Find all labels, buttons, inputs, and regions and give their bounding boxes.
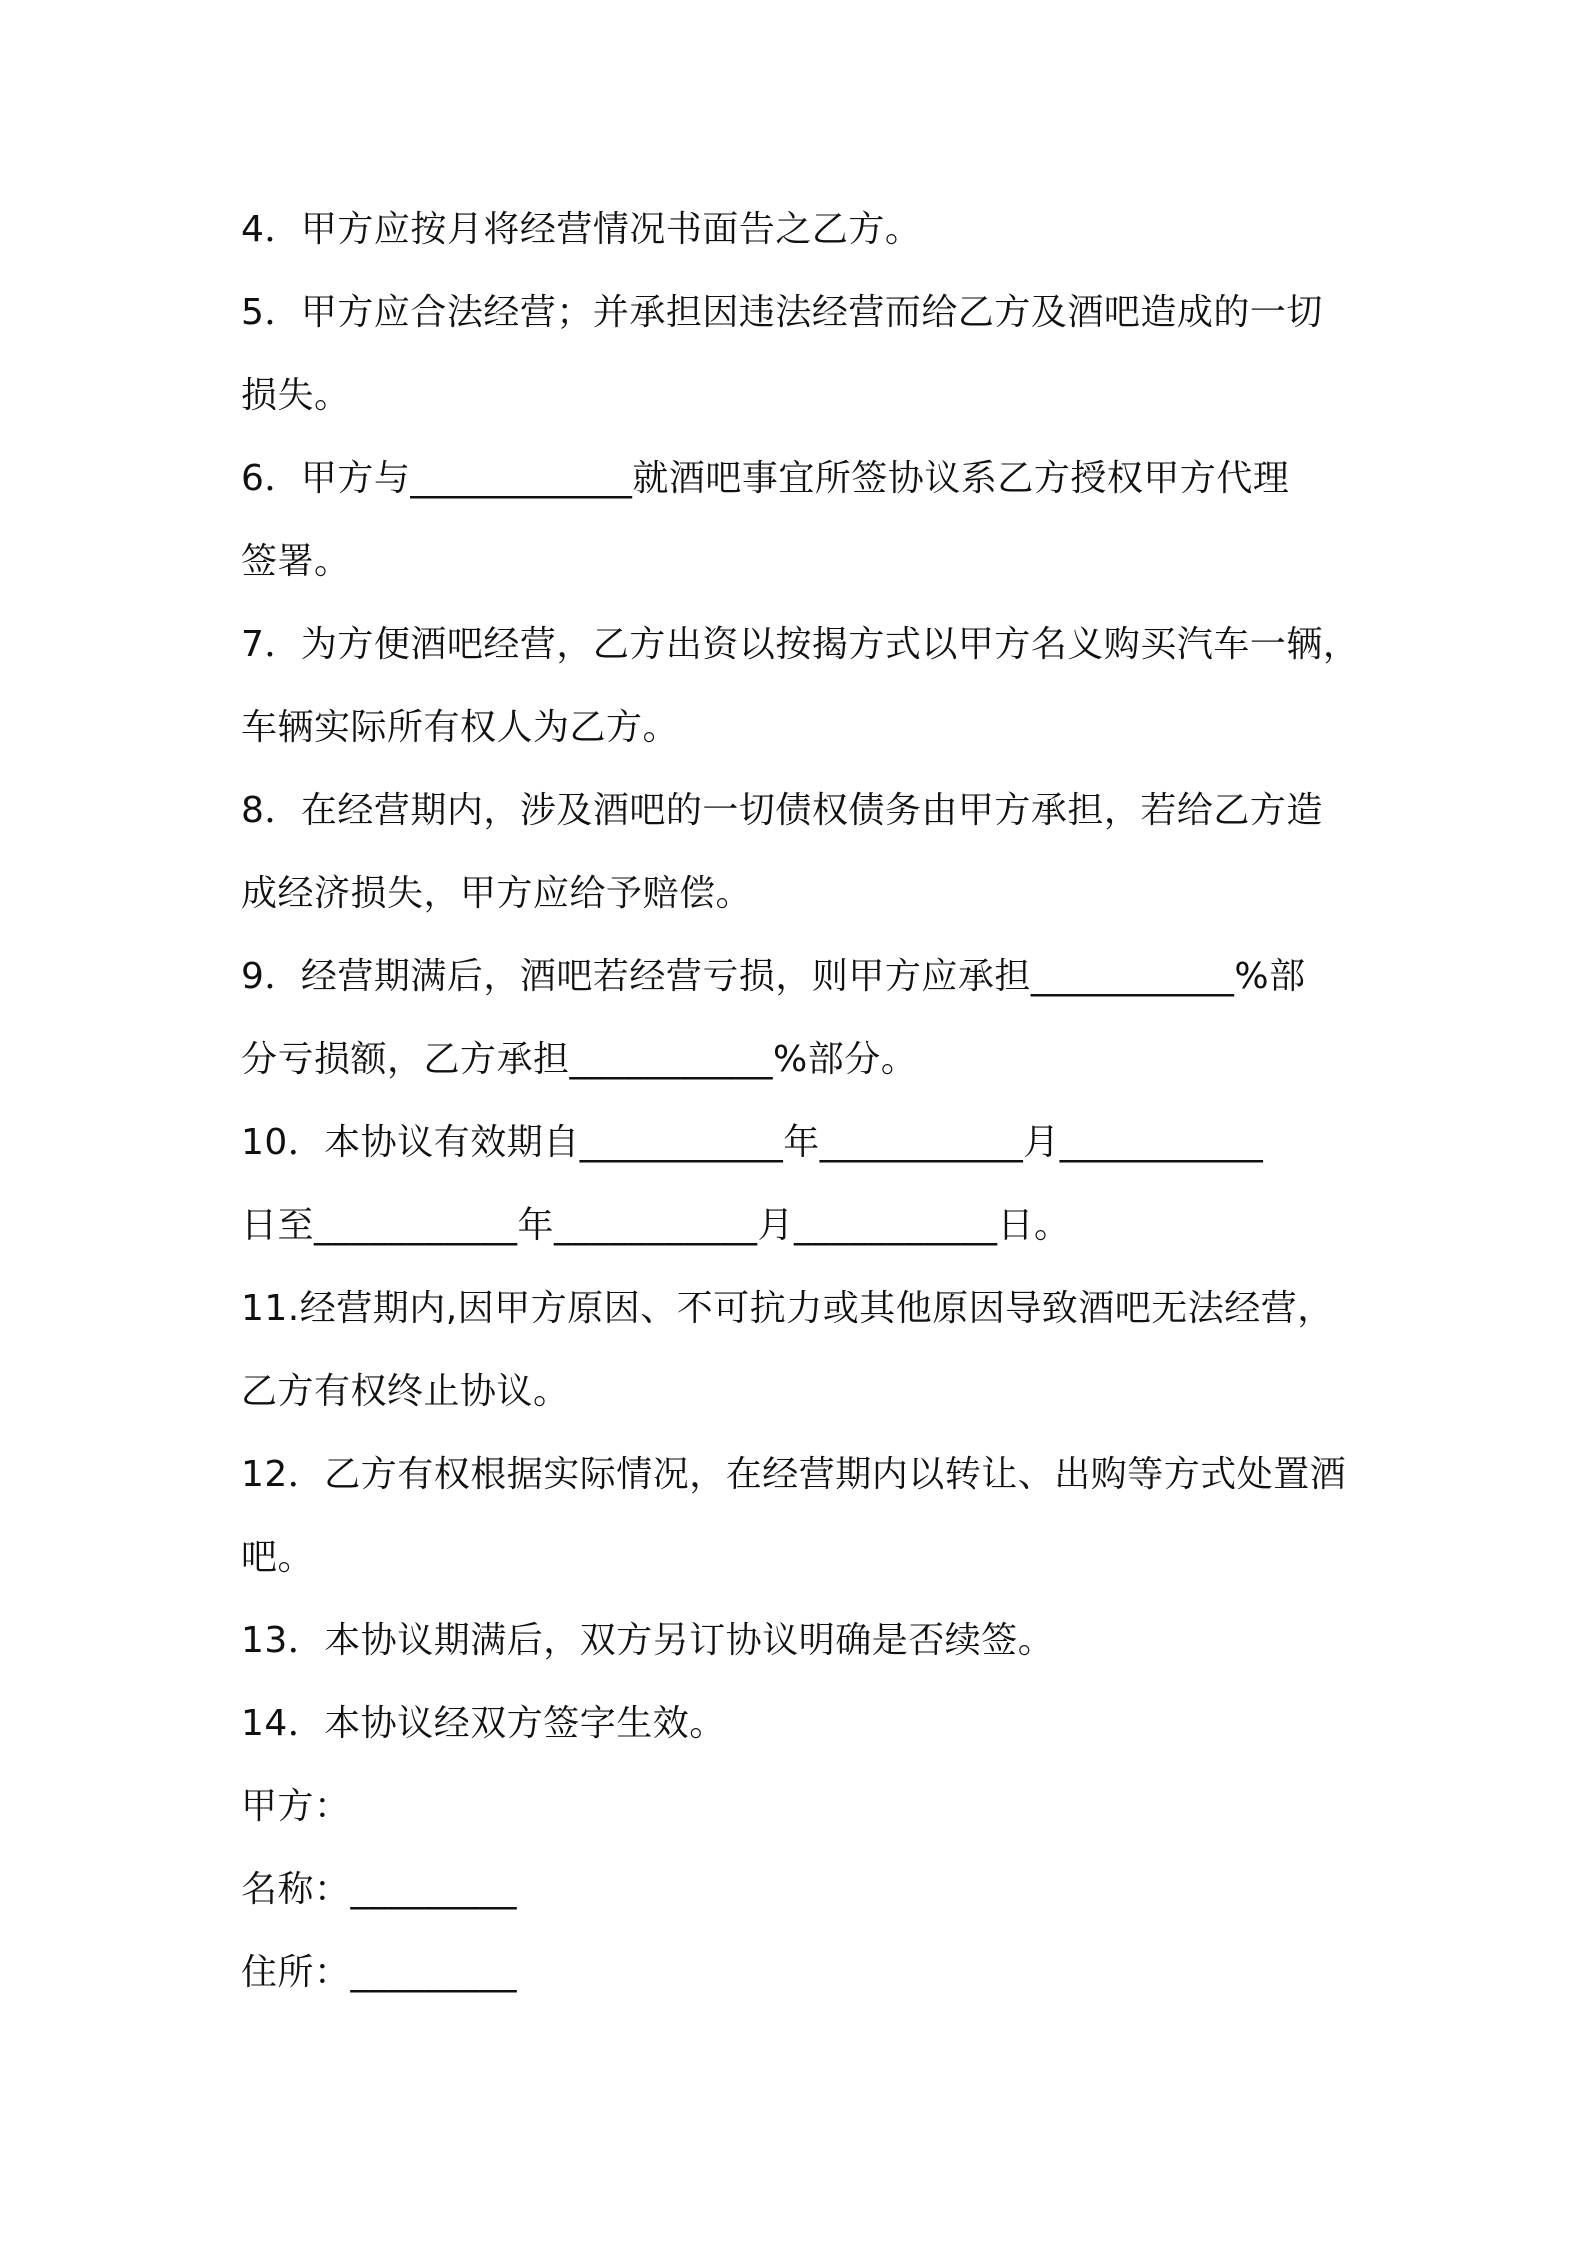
clause-7-line-2: 车辆实际所有权人为乙方。 xyxy=(241,707,680,748)
party-a-name-field: 名称：_________ xyxy=(241,1869,518,1910)
clause-11-line-1: 11.经营期内,因甲方原因、不可抗力或其他原因导致酒吧无法经营， xyxy=(241,1288,1334,1329)
clause-9-line-2: 分亏损额，乙方承担___________%部分。 xyxy=(241,1039,918,1080)
clause-5-line-2: 损失。 xyxy=(241,375,351,416)
clause-9-line-1: 9．经营期满后，酒吧若经营亏损，则甲方应承担___________%部 xyxy=(241,956,1306,997)
clause-7-line-1: 7．为方便酒吧经营，乙方出资以按揭方式以甲方名义购买汽车一辆， xyxy=(241,624,1360,665)
clause-12-line-2: 吧。 xyxy=(241,1537,315,1578)
party-a-label: 甲方： xyxy=(241,1786,351,1827)
clause-14: 14．本协议经双方签字生效。 xyxy=(241,1703,726,1744)
clause-10-line-1: 10．本协议有效期自___________年___________月___________ xyxy=(241,1122,1264,1163)
clause-10-line-2: 日至___________年___________月___________日。 xyxy=(241,1205,1071,1246)
clause-6-line-1: 6．甲方与____________就酒吧事宜所签协议系乙方授权甲方代理 xyxy=(241,458,1290,499)
party-a-address-field: 住所：_________ xyxy=(241,1952,518,1993)
clause-6-line-2: 签署。 xyxy=(241,541,351,582)
clause-8-line-1: 8．在经营期内，涉及酒吧的一切债权债务由甲方承担，若给乙方造 xyxy=(241,790,1323,831)
clause-8-line-2: 成经济损失，甲方应给予赔偿。 xyxy=(241,873,753,914)
clause-4: 4．甲方应按月将经营情况书面告之乙方。 xyxy=(241,209,922,250)
document-body xyxy=(241,198,1361,2024)
clause-12-line-1: 12．乙方有权根据实际情况，在经营期内以转让、出购等方式处置酒 xyxy=(241,1454,1347,1495)
clause-11-line-2: 乙方有权终止协议。 xyxy=(241,1371,570,1412)
clause-5-line-1: 5．甲方应合法经营；并承担因违法经营而给乙方及酒吧造成的一切 xyxy=(241,292,1323,333)
clause-13: 13．本协议期满后，双方另订协议明确是否续签。 xyxy=(241,1620,1055,1661)
